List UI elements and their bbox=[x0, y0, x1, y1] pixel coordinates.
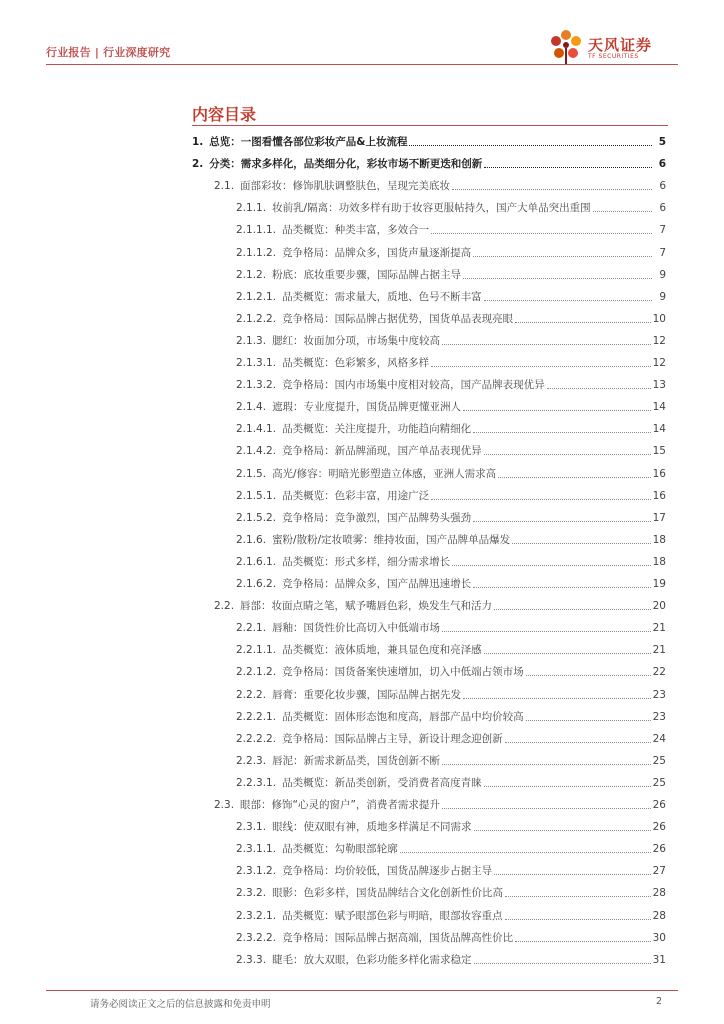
toc-entry-title: 高光/修容：明暗光影塑造立体感，亚洲人需求高 bbox=[272, 467, 497, 480]
toc-entry-page: 5 bbox=[658, 136, 666, 148]
toc-entry[interactable] bbox=[236, 816, 666, 834]
toc-entry[interactable] bbox=[214, 595, 666, 613]
toc-entry[interactable] bbox=[236, 440, 666, 458]
toc-entry-page: 23 bbox=[652, 710, 666, 723]
toc-dot-leader bbox=[498, 477, 651, 478]
toc-entry-title: 竞争格局：国货备案快速增加，切入中低端占领市场 bbox=[282, 666, 524, 679]
toc-dot-leader bbox=[494, 609, 651, 610]
toc-entry-title: 品类概览：种类丰富，多效合一 bbox=[282, 224, 430, 237]
toc-entry-number: 2.3.3. bbox=[236, 953, 267, 966]
toc-entry-number: 2.2.1.1. bbox=[236, 644, 277, 657]
toc-entry-number: 2.2.3. bbox=[236, 754, 267, 767]
toc-entry-page: 26 bbox=[652, 843, 666, 856]
toc-entry[interactable] bbox=[236, 617, 666, 635]
toc-entry-page: 25 bbox=[652, 776, 666, 789]
toc-entry-title: 竞争格局：品牌众多，国货声量逐渐提高 bbox=[282, 246, 472, 259]
toc-entry-number: 2.1.6.1. bbox=[236, 555, 277, 568]
toc-entry-number: 2.3.2.1. bbox=[236, 909, 277, 922]
toc-entry[interactable] bbox=[236, 308, 666, 326]
toc-entry[interactable] bbox=[236, 706, 666, 724]
toc-entry-title: 品类概览：赋予眼部色彩与明暗，眼部妆容重点 bbox=[282, 909, 503, 922]
toc-dot-leader bbox=[512, 543, 650, 544]
toc-dot-leader bbox=[515, 322, 651, 323]
toc-entry-number: 2.1.4.2. bbox=[236, 445, 277, 458]
toc-entry-number: 2.2.2.1. bbox=[236, 710, 277, 723]
toc-entry-page: 30 bbox=[652, 931, 666, 944]
toc-entry-title: 唇膏：重要化妆步骤，国际品牌占据先发 bbox=[272, 688, 462, 701]
toc-title-divider bbox=[192, 125, 668, 126]
toc-entry-number: 2.2.3.1. bbox=[236, 776, 277, 789]
toc-dot-leader bbox=[463, 698, 651, 699]
toc-entry-number: 2.3. bbox=[214, 799, 235, 811]
toc-entry[interactable] bbox=[236, 197, 666, 215]
toc-entry-number: 2.1.2.1. bbox=[236, 290, 277, 303]
toc-dot-leader bbox=[526, 675, 651, 676]
toc-entry-number: 2.1.1.2. bbox=[236, 246, 277, 259]
toc-entry-number: 2.1.6. bbox=[236, 533, 267, 546]
toc-entry-title: 竞争格局：品牌众多，国产品牌迅速增长 bbox=[282, 578, 472, 590]
toc-entry-page: 16 bbox=[652, 489, 666, 502]
toc-dot-leader bbox=[473, 256, 652, 257]
page-number: 2 bbox=[655, 996, 662, 1007]
toc-entry-number: 2.1.2.2. bbox=[236, 312, 277, 325]
toc-entry-page: 18 bbox=[652, 533, 666, 546]
toc-entry[interactable] bbox=[236, 485, 666, 503]
toc-entry[interactable] bbox=[236, 396, 666, 414]
toc-dot-leader bbox=[473, 587, 651, 588]
toc-entry[interactable] bbox=[236, 838, 666, 856]
toc-entry-title: 竞争格局：均价较低，国货品牌逐步占据主导 bbox=[282, 865, 493, 878]
toc-entry[interactable] bbox=[236, 639, 666, 657]
toc-entry-number: 2.3.1. bbox=[236, 821, 267, 834]
toc-entry-page: 6 bbox=[658, 158, 666, 171]
toc-entry-number: 2.2.1. bbox=[236, 622, 267, 635]
toc-entry-number: 2.1.1. bbox=[236, 202, 267, 215]
toc-entry-page: 7 bbox=[659, 224, 666, 237]
toc-entry-number: 2.2.2. bbox=[236, 688, 267, 701]
toc-entry-title: 腮红：妆面加分项，市场集中度较高 bbox=[272, 334, 441, 347]
toc-entry[interactable] bbox=[236, 242, 666, 260]
footer-disclaimer: 请务必阅读正文之后的信息披露和免责申明 bbox=[90, 999, 271, 1010]
toc-dot-leader bbox=[593, 211, 652, 212]
toc-entry-number: 2.3.2. bbox=[236, 887, 267, 900]
toc-entry[interactable] bbox=[236, 374, 666, 392]
toc-entry-title: 妆前乳/隔离：功效多样有助于妆容更服帖持久，国产大单品突出重围 bbox=[272, 202, 591, 215]
toc-entry-number: 2.1.3.2. bbox=[236, 379, 277, 392]
toc-entry-number: 2.2. bbox=[214, 600, 235, 613]
toc-dot-leader bbox=[547, 388, 651, 389]
toc-entry[interactable] bbox=[236, 352, 666, 370]
toc-dot-leader bbox=[431, 233, 652, 234]
toc-dot-leader bbox=[400, 852, 651, 853]
toc-dot-leader bbox=[526, 720, 651, 721]
toc-entry[interactable] bbox=[192, 153, 666, 171]
toc-entry[interactable] bbox=[236, 772, 666, 790]
toc-entry-page: 15 bbox=[652, 445, 666, 458]
toc-dot-leader bbox=[442, 808, 651, 809]
toc-entry-title: 睫毛：放大双眼，色彩功能多样化需求稳定 bbox=[272, 953, 472, 966]
toc-entry-title: 品类概览：新品类创新，受消费者高度青睐 bbox=[282, 776, 482, 789]
toc-entry-title: 眼部：修饰“心灵的窗户”，消费者需求提升 bbox=[240, 799, 440, 811]
toc-dot-leader bbox=[442, 764, 651, 765]
toc-dot-leader bbox=[505, 896, 651, 897]
toc-entry[interactable] bbox=[236, 507, 666, 525]
toc-entry-page: 24 bbox=[652, 732, 666, 745]
toc-entry-page: 6 bbox=[659, 180, 666, 193]
toc-dot-leader bbox=[442, 344, 651, 345]
toc-entry-title: 蜜粉/散粉/定妆喷雾：维持妆面，国产品牌单品爆发 bbox=[272, 533, 511, 546]
toc-dot-leader bbox=[484, 786, 651, 787]
toc-title: 内容目录 bbox=[192, 105, 257, 124]
toc-entry-number: 2.2.2.2. bbox=[236, 732, 277, 745]
toc-entry[interactable] bbox=[236, 418, 666, 436]
toc-entry-page: 26 bbox=[652, 799, 666, 811]
toc-dot-leader bbox=[484, 167, 652, 168]
toc-entry-page: 9 bbox=[659, 290, 666, 303]
toc-dot-leader bbox=[409, 145, 652, 146]
toc-dot-leader bbox=[452, 565, 651, 566]
toc-dot-leader bbox=[484, 653, 651, 654]
toc-entry[interactable] bbox=[236, 728, 666, 746]
toc-entry-page: 19 bbox=[652, 578, 666, 590]
toc-entry-page: 7 bbox=[659, 246, 666, 259]
toc-entry-title: 分类：需求多样化，品类细分化，彩妆市场不断更迭和创新 bbox=[209, 158, 483, 171]
toc-entry-title: 品类概览：关注度提升，功能趋向精细化 bbox=[282, 423, 472, 436]
toc-entry-title: 品类概览：色彩繁多，风格多样 bbox=[282, 357, 430, 369]
toc-dot-leader bbox=[431, 366, 651, 367]
company-logo bbox=[548, 28, 678, 68]
toc-entry-page: 23 bbox=[652, 688, 666, 701]
toc-entry-page: 13 bbox=[652, 379, 666, 392]
toc-entry-page: 18 bbox=[652, 555, 666, 568]
toc-entry-title: 总览：一图看懂各部位彩妆产品&上妆流程 bbox=[209, 136, 408, 148]
toc-entry-page: 6 bbox=[659, 202, 666, 215]
toc-entry[interactable] bbox=[192, 131, 666, 149]
toc-entry-title: 竞争格局：国际品牌占据优势，国货单品表现亮眼 bbox=[282, 312, 514, 325]
toc-dot-leader bbox=[473, 432, 651, 433]
toc-entry-number: 2.1.4. bbox=[236, 401, 267, 414]
toc-entry-number: 2.1.5. bbox=[236, 467, 267, 480]
toc-entry-title: 品类概览：液体质地，兼具显色度和亮泽感 bbox=[282, 644, 482, 657]
toc-entry-number: 2.3.1.2. bbox=[236, 865, 277, 878]
toc-entry-page: 10 bbox=[652, 312, 666, 325]
toc-entry-number: 2.1.5.2. bbox=[236, 511, 277, 524]
toc-entry-title: 品类概览：色彩丰富，用途广泛 bbox=[282, 489, 430, 502]
toc-entry-page: 14 bbox=[652, 423, 666, 436]
toc-entry[interactable] bbox=[236, 860, 666, 878]
toc-entry-number: 2.2.1.2. bbox=[236, 666, 277, 679]
toc-entry-title: 唇釉：国货性价比高切入中低端市场 bbox=[272, 622, 441, 635]
toc-entry-title: 面部彩妆：修饰肌肤调整肤色，呈现完美底妆 bbox=[240, 180, 451, 193]
toc-entry[interactable] bbox=[236, 219, 666, 237]
toc-entry[interactable] bbox=[236, 750, 666, 768]
toc-entry[interactable] bbox=[214, 794, 666, 812]
toc-entry-page: 26 bbox=[652, 821, 666, 834]
toc-entry-page: 12 bbox=[652, 334, 666, 347]
toc-entry-page: 28 bbox=[652, 887, 666, 900]
toc-entry[interactable] bbox=[236, 463, 666, 481]
toc-entry-title: 品类概览：形式多样，细分需求增长 bbox=[282, 555, 451, 568]
toc-dot-leader bbox=[463, 410, 651, 411]
toc-entry-title: 唇泥：新需求新品类，国货创新不断 bbox=[272, 754, 441, 767]
toc-entry-title: 品类概览：需求量大，质地、色号不断丰富 bbox=[282, 290, 482, 303]
toc-entry[interactable] bbox=[236, 927, 666, 945]
toc-entry[interactable] bbox=[236, 684, 666, 702]
toc-entry-title: 品类概览：固体形态饱和度高，唇部产品中均价较高 bbox=[282, 710, 524, 723]
toc-entry-page: 25 bbox=[652, 754, 666, 767]
toc-entry-title: 竞争格局：国际品牌占据高端，国货品牌高性价比 bbox=[282, 931, 514, 944]
toc-entry-page: 14 bbox=[652, 401, 666, 414]
toc-dot-leader bbox=[431, 499, 651, 500]
toc-entry[interactable] bbox=[236, 905, 666, 923]
toc-entry[interactable] bbox=[236, 573, 666, 591]
toc-entry-page: 12 bbox=[652, 357, 666, 369]
toc-entry-number: 2.3.1.1. bbox=[236, 843, 277, 856]
toc-entry-number: 1. bbox=[192, 136, 204, 148]
toc-entry-number: 2.3.2.2. bbox=[236, 931, 277, 944]
toc-dot-leader bbox=[505, 919, 651, 920]
toc-entry-title: 眼影：色彩多样，国货品牌结合文化创新性价比高 bbox=[272, 887, 504, 900]
toc-entry[interactable] bbox=[214, 175, 666, 193]
toc-dot-leader bbox=[494, 874, 651, 875]
toc-entry[interactable] bbox=[236, 529, 666, 547]
toc-entry-page: 17 bbox=[652, 511, 666, 524]
toc-entry[interactable] bbox=[236, 949, 666, 967]
toc-entry-page: 20 bbox=[652, 600, 666, 613]
toc-entry-page: 16 bbox=[652, 467, 666, 480]
toc-entry[interactable] bbox=[236, 264, 666, 282]
toc-entry-number: 2.1.3. bbox=[236, 334, 267, 347]
logo-chinese-name: 天风证券 bbox=[588, 36, 653, 54]
toc-entry-number: 2.1.1.1. bbox=[236, 224, 277, 237]
toc-entry-title: 竞争格局：新品牌涌现，国产单品表现优异 bbox=[282, 445, 482, 458]
logo-english-name: TF SECURITIES bbox=[588, 53, 639, 60]
toc-dot-leader bbox=[484, 300, 652, 301]
toc-entry-page: 31 bbox=[652, 953, 666, 966]
toc-entry-number: 2.1.6.2. bbox=[236, 578, 277, 590]
toc-dot-leader bbox=[474, 830, 651, 831]
toc-dot-leader bbox=[505, 742, 651, 743]
header-divider bbox=[46, 64, 678, 65]
flower-logo-icon bbox=[548, 28, 584, 66]
toc-entry-title: 竞争格局：竞争激烈，国产品牌势头强劲 bbox=[282, 511, 472, 524]
toc-entry-title: 遮瑕：专业度提升，国货品牌更懂亚洲人 bbox=[272, 401, 462, 414]
toc-entry-title: 眼线：使双眼有神，质地多样满足不同需求 bbox=[272, 821, 472, 834]
toc-dot-leader bbox=[515, 941, 651, 942]
toc-dot-leader bbox=[474, 963, 651, 964]
footer-divider bbox=[46, 990, 678, 991]
toc-entry-number: 2.1.2. bbox=[236, 268, 267, 281]
toc-entry-title: 竞争格局：国际品牌占主导，新设计理念迎创新 bbox=[282, 732, 503, 745]
toc-entry[interactable] bbox=[236, 882, 666, 900]
toc-dot-leader bbox=[452, 189, 652, 190]
toc-entry[interactable] bbox=[236, 286, 666, 304]
toc-entry-number: 2.1. bbox=[214, 180, 235, 193]
toc-entry[interactable] bbox=[236, 551, 666, 569]
toc-entry-number: 2.1.4.1. bbox=[236, 423, 277, 436]
toc-entry[interactable] bbox=[236, 330, 666, 348]
toc-entry-page: 21 bbox=[652, 644, 666, 657]
toc-entry-page: 22 bbox=[652, 666, 666, 679]
toc-dot-leader bbox=[484, 454, 651, 455]
toc-entry[interactable] bbox=[236, 661, 666, 679]
toc-entry-number: 2.1.3.1. bbox=[236, 357, 277, 369]
page-header bbox=[46, 28, 678, 68]
toc-entry-page: 21 bbox=[652, 622, 666, 635]
toc-entry-page: 9 bbox=[659, 268, 666, 281]
toc-dot-leader bbox=[463, 278, 652, 279]
toc-entry-page: 27 bbox=[652, 865, 666, 878]
toc-entry-title: 品类概览：勾勒眼部轮廓 bbox=[282, 843, 398, 856]
toc-entry-title: 竞争格局：国内市场集中度相对较高，国产品牌表现优异 bbox=[282, 379, 545, 392]
toc-entry-title: 唇部：妆面点睛之笔，赋予嘴唇色彩，焕发生气和活力 bbox=[240, 600, 493, 613]
report-category: 行业报告 | 行业深度研究 bbox=[46, 46, 171, 59]
toc-dot-leader bbox=[442, 631, 651, 632]
toc-entry-number: 2.1.5.1. bbox=[236, 489, 277, 502]
toc-entry-title: 粉底：底妆重要步骤，国际品牌占据主导 bbox=[272, 268, 462, 281]
toc-dot-leader bbox=[473, 521, 651, 522]
toc-entry-page: 28 bbox=[652, 909, 666, 922]
toc-entry-number: 2. bbox=[192, 158, 204, 171]
